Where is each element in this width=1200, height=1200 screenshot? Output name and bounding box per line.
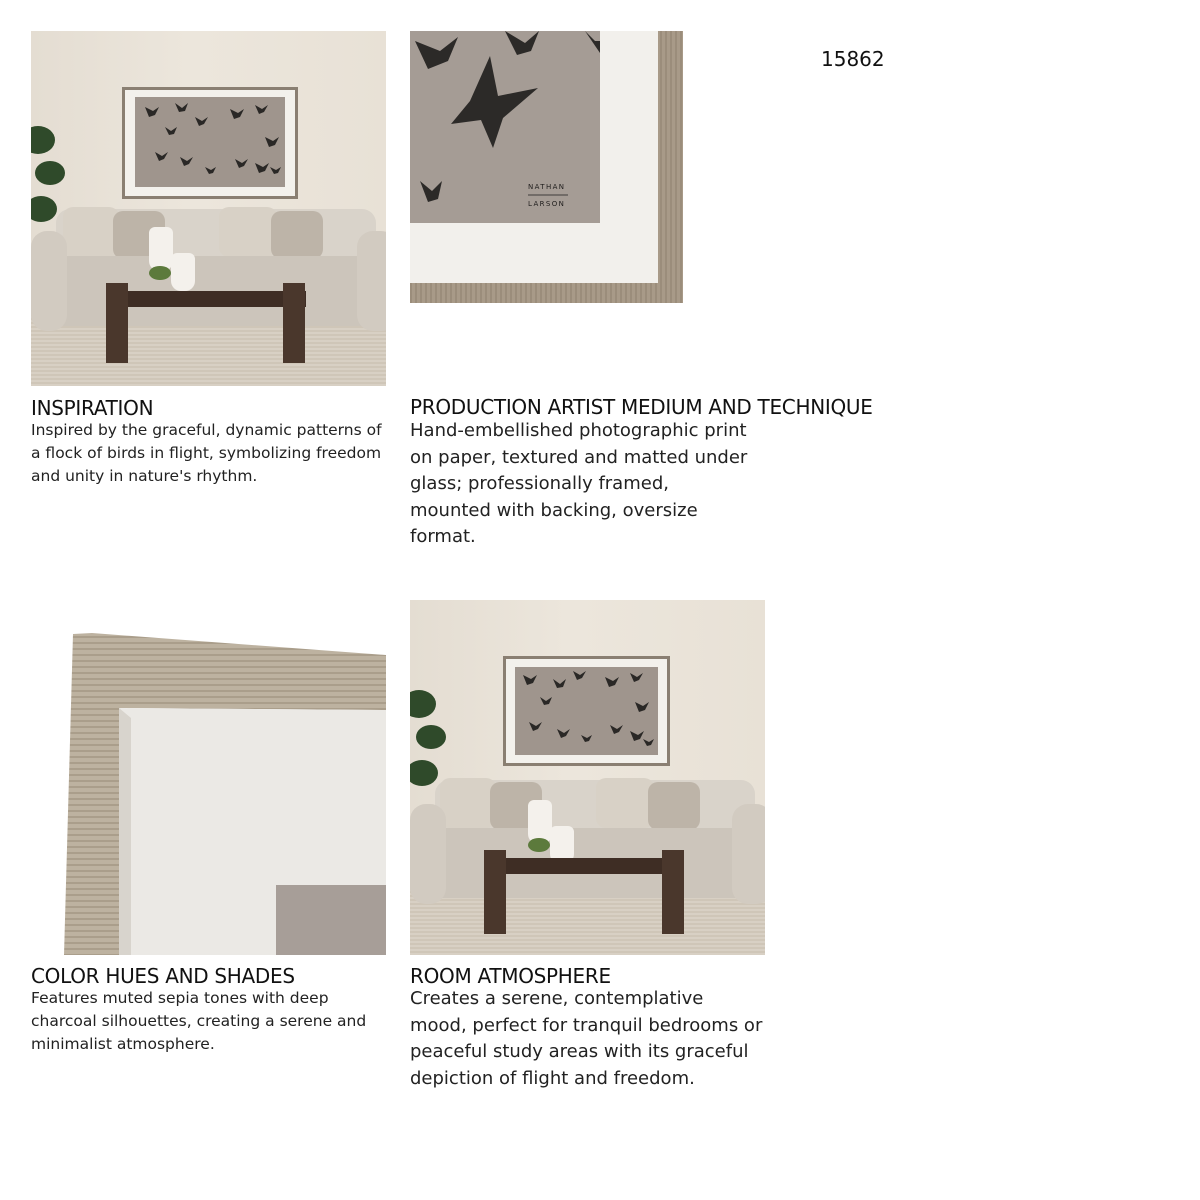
inspiration-text: Inspired by the graceful, dynamic patterns of a flock of birds in flight, symbolizing freedom and unity in nature's rhythm. [31,421,382,485]
room-heading: ROOM ATMOSPHERE [410,964,611,988]
room-scene-photo-2 [410,600,765,955]
signature-line-2: LARSON [528,200,566,208]
production-heading: PRODUCTION ARTIST MEDIUM AND TECHNIQUE [410,395,873,419]
print-closeup-photo [410,31,683,303]
room-scene-photo [31,31,386,386]
color-text: Features muted sepia tones with deep charcoal silhouettes, creating a serene and minimalist atmosphere. [31,989,367,1053]
color-heading: COLOR HUES AND SHADES [31,964,295,988]
frame-corner-photo [31,600,386,955]
product-id: 15862 [821,47,885,71]
signature-line-1: NATHAN [528,183,566,191]
inspiration-heading: INSPIRATION [31,396,154,420]
room-text: Creates a serene, contemplative mood, perfect for tranquil bedrooms or peaceful study areas with its graceful depiction of flight and freedom. [410,988,763,1089]
production-text: Hand-embellished photographic print on paper, textured and matted under glass; professionally framed, mounted with backing, oversize format. [410,420,748,547]
